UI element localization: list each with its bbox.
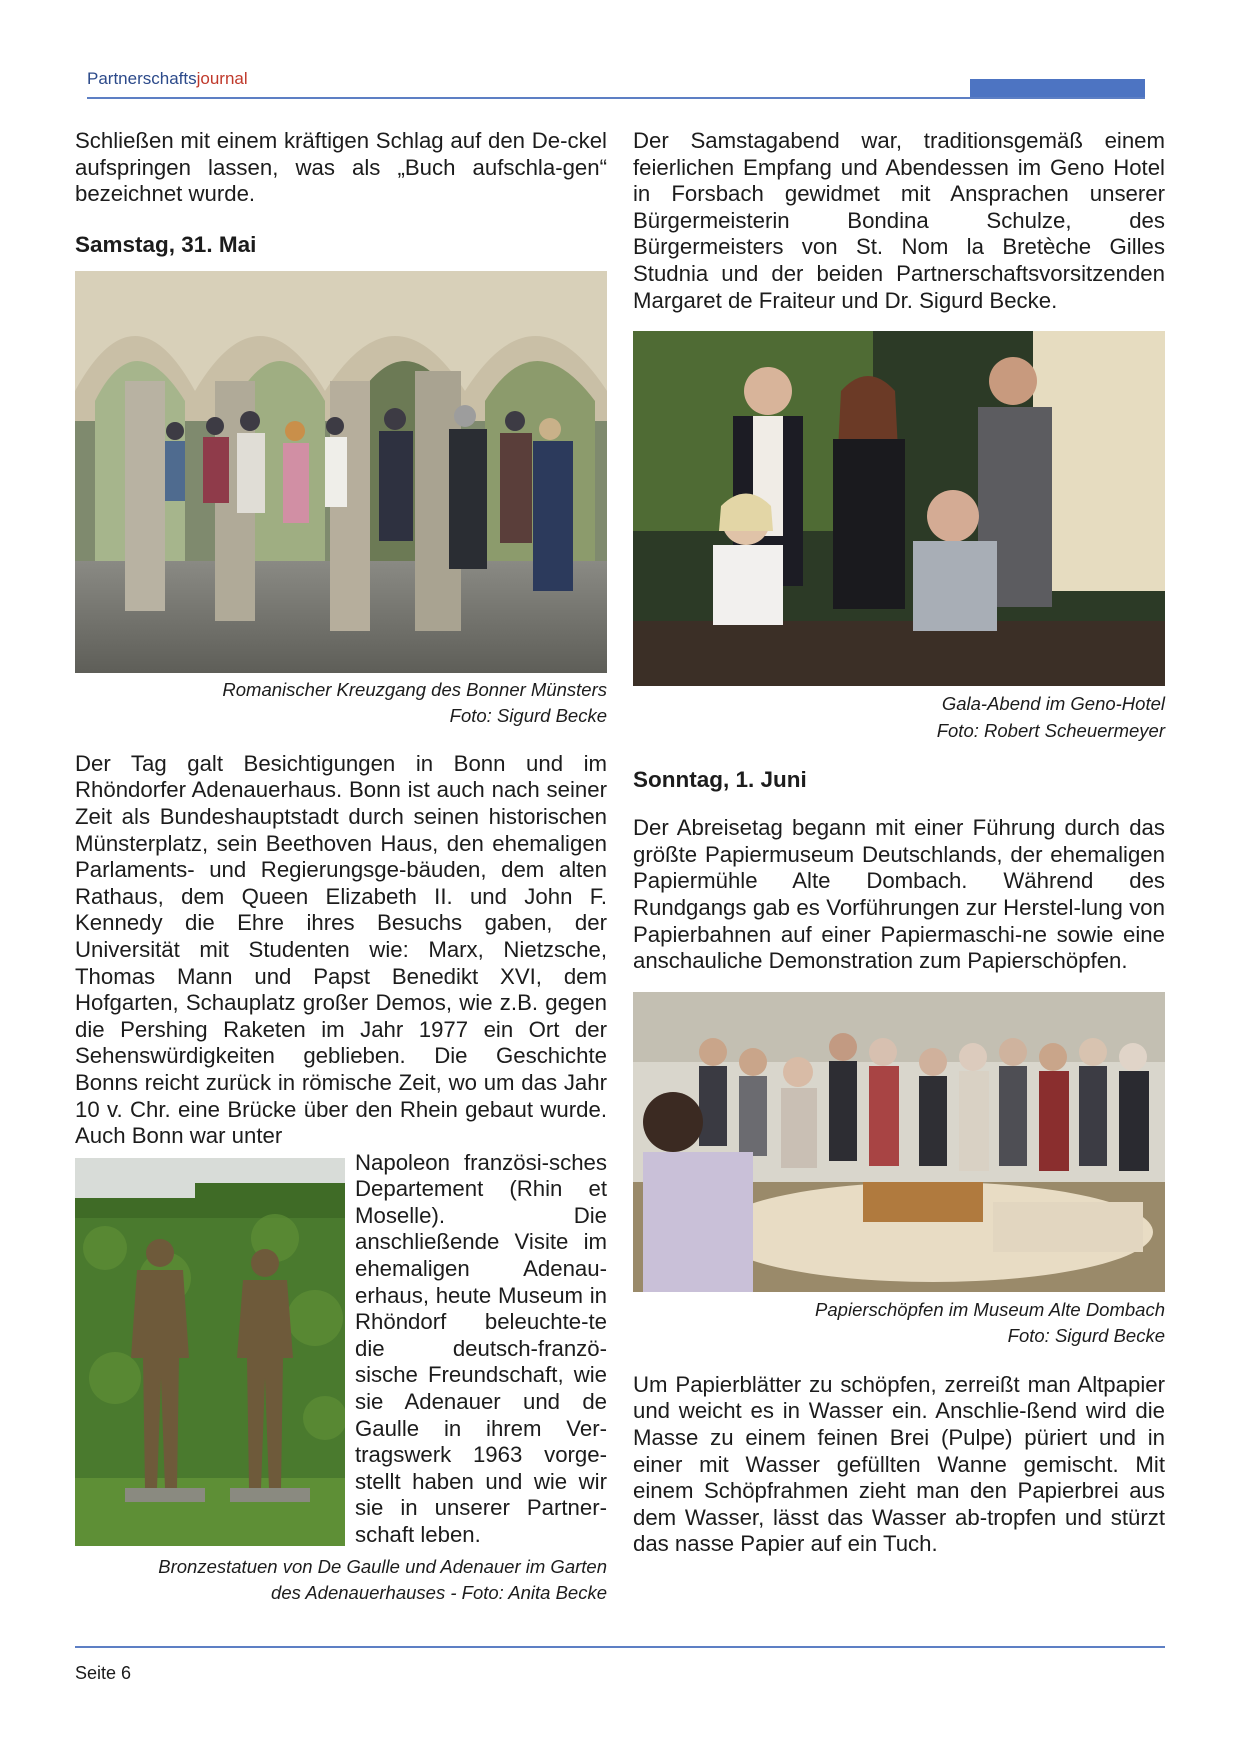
cloister-photo: [75, 271, 607, 673]
evening-paragraph: Der Samstagabend war, traditionsgemäß einem feierlichen Empfang und Abendessen im Geno Hotel in Forsbach gewidmet mit Ansprachen unserer Bürgermeisterin Bondina Schulze, des Bürgermeisters von St. Nom la Bretèche Gilles Studnia und der beiden Partnerschaftsvorsitzenden Margaret de Fraiteur und Dr. Sigurd Becke.: [633, 128, 1165, 313]
heading-sunday: Sonntag, 1. Juni: [633, 767, 807, 793]
gala-photo: [633, 331, 1165, 686]
museum-caption-credit: Foto: Sigurd Becke: [1007, 1325, 1165, 1347]
gala-caption-credit: Foto: Robert Scheuermeyer: [936, 719, 1165, 741]
journal-title: [87, 69, 248, 89]
cloister-caption-title: Romanischer Kreuzgang des Bonner Münsters: [222, 678, 607, 700]
adenauer-paragraph: Napoleon französi-sches Departement (Rhin et Moselle). Die anschließende Visite im ehemaligen Adenau-erhaus, heute Museum in Rhöndorf beleuchte-te die deutsch-franzö-sische Freundschaft, wie sie Adenauer und de Gaulle in ihrem Ver-tragswerk 1963 vorge-stellt haben und wie wir sie in unserer Partner-schaft leben.: [355, 1149, 607, 1547]
header-rule: [87, 97, 1145, 99]
museum-caption-title: Papierschöpfen im Museum Alte Dombach: [815, 1298, 1165, 1320]
heading-saturday: Samstag, 31. Mai: [75, 231, 257, 257]
page-number: Seite 6: [75, 1663, 132, 1683]
statue-section: [75, 1150, 607, 1550]
paper-paragraph: Um Papierblätter zu schöpfen, zerreißt man Altpapier und weicht es in Wasser ein. Anschlie-ßend wird die Masse zu einem feinen Brei (Pulpe) püriert und in einer mit Wasser gefüllten Wanne gemischt. Mit einem Schöpfrahmen zieht man den Papierbrei aus dem Wasser, lässt das Wasser ab-tropfen und stürzt das nasse Papier auf ein Tuch.: [633, 1371, 1165, 1557]
gala-caption-title: Gala-Abend im Geno-Hotel: [941, 693, 1165, 715]
footer-rule: [75, 1646, 1165, 1648]
cloister-caption-credit: Foto: Sigurd Becke: [449, 705, 607, 727]
header-color-block: [970, 79, 1145, 99]
journal-title-prefix: Partnerschafts: [87, 69, 197, 88]
right-column: [633, 128, 1165, 1558]
statues-caption-title: Bronzestatuen von De Gaulle und Adenauer im Garten: [158, 1555, 607, 1577]
bonn-paragraph: Der Tag galt Besichtigungen in Bonn und im Rhöndorfer Adenauerhaus. Bonn ist auch nach seiner Zeit als Bundeshauptstadt durch seinen historischen Münsterplatz, sein Beethoven Haus, den ehemaligen Parlaments- und Regierungsge-bäuden, dem alten Rathaus, dem Queen Elizabeth II. und John F. Kennedy die Ehre ihres Besuchs gaben, der Universität mit Studenten wie: Marx, Nietzsche, Thomas Mann und Papst Benedikt XVI, dem Hofgarten, Schauplatz großer Demos, wie z.B. gegen die Pershing Raketen im Jahr 1977 ein Ort der Sehenswürdigkeiten geblieben. Die Geschichte Bonns reicht zurück in römische Zeit, wo um das Jahr 10 v. Chr. eine Brücke über den Rhein gebaut wurde. Auch Bonn war unter: [75, 750, 607, 1149]
museum-photo: [633, 992, 1165, 1292]
museum-paragraph: Der Abreisetag begann mit einer Führung durch das größte Papiermuseum Deutschlands, der ehemaligen Papiermühle Alte Dombach. Während des Rundgangs gab es Vorführungen zur Herstel-lung von Papierbahnen auf einer Papiermaschi-ne sowie eine anschauliche Demonstration zum Papierschöpfen.: [633, 815, 1165, 974]
journal-title-accent: journal: [196, 69, 248, 88]
intro-paragraph: Schließen mit einem kräftigen Schlag auf den De-ckel aufspringen lassen, was als „Buch aufschla-gen“ bezeichnet wurde.: [75, 128, 607, 207]
left-column: [75, 128, 607, 1607]
statues-photo: [75, 1158, 345, 1546]
statues-caption-credit: des Adenauerhauses - Foto: Anita Becke: [271, 1582, 607, 1604]
